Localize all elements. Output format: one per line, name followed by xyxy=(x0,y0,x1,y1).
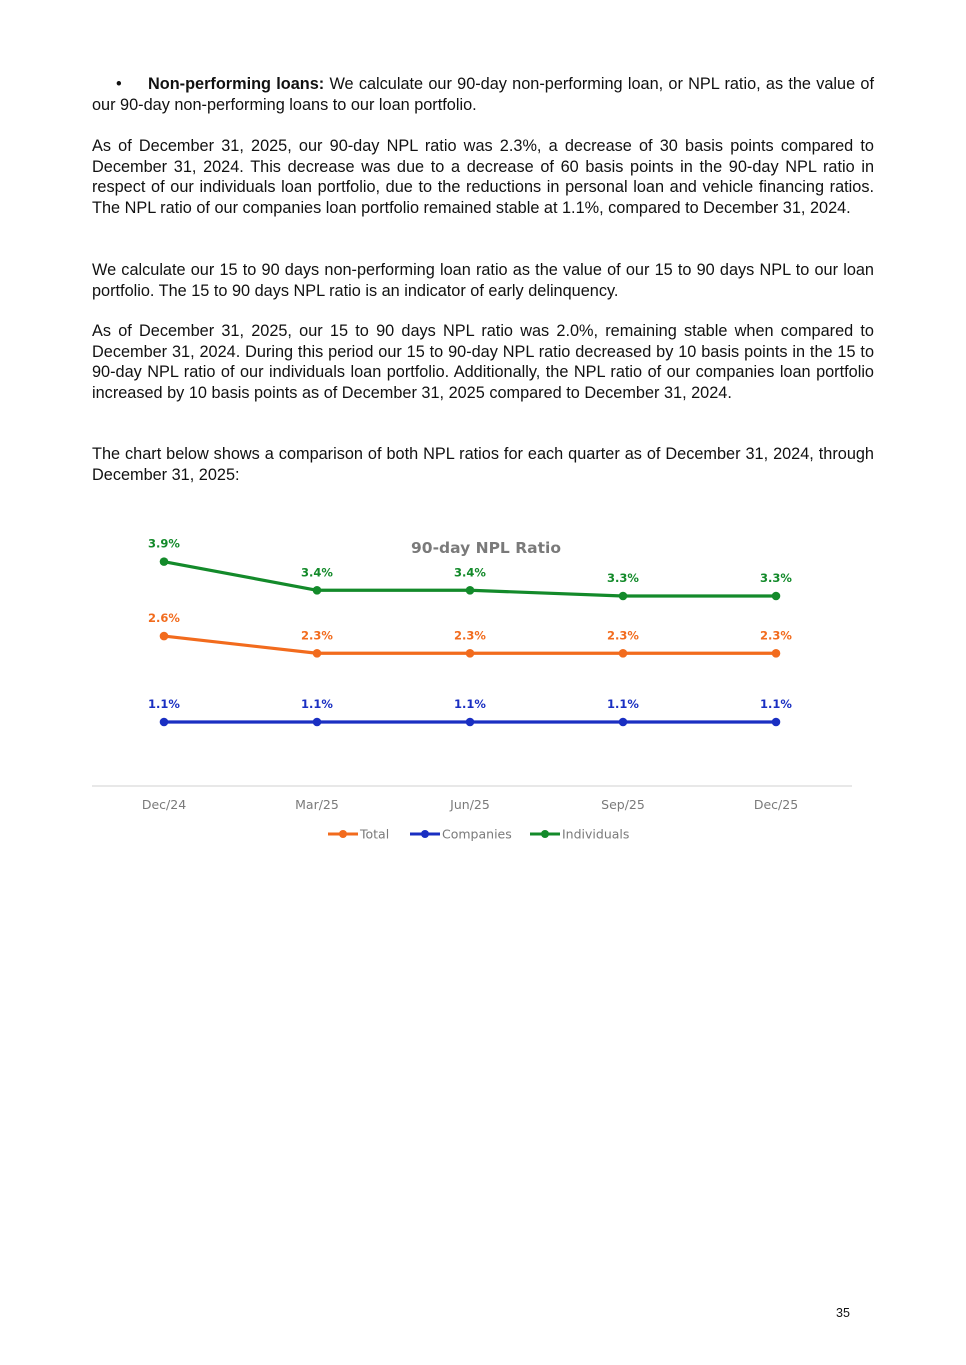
paragraph-npl-ratio: As of December 31, 2025, our 90-day NPL ratio was 2.3%, a decrease of 30 basis points compared to December 31, 2024. This decrease was due to a decrease of 60 basis points in the 90-day NPL ratio in respect of our individuals loan portfolio, due to the reductions in personal loan and vehicle financing ratios. The NPL ratio of our companies loan portfolio remained stable at 1.1%, compared to December 31, 2024. xyxy=(92,137,874,217)
data-label-individuals: 3.4% xyxy=(454,565,486,580)
data-point-individuals xyxy=(619,592,628,601)
bullet-text: We calculate our 90-day non-performing loan, or NPL ratio, as the value of our 90-day non-performing loans to our loan portfolio. xyxy=(92,75,874,114)
paragraph-15-90-ratio: As of December 31, 2025, our 15 to 90 days NPL ratio was 2.0%, remaining stable when compared to December 31, 2024. During this period our 15 to 90-day NPL ratio decreased by 10 basis points in the 15 to 90-day NPL ratio of our individuals loan portfolio. Additionally, the NPL ratio of our companies loan portfolio increased by 10 basis points as of December 31, 2025 compared to December 31, 2024. xyxy=(92,322,874,402)
data-point-total xyxy=(772,649,781,658)
paragraph-15-90-definition: We calculate our 15 to 90 days non-performing loan ratio as the value of our 15 to 90 days NPL to our loan portfolio. The 15 to 90 days NPL ratio is an indicator of early delinquency. xyxy=(92,261,874,300)
data-point-individuals xyxy=(313,586,322,595)
legend-marker-individuals xyxy=(541,830,549,838)
x-tick-labels xyxy=(142,797,798,812)
data-point-companies xyxy=(619,718,628,727)
data-point-total xyxy=(313,649,322,658)
x-tick-label: Dec/24 xyxy=(141,797,187,812)
page-number: 35 xyxy=(836,1306,850,1320)
data-label-total: 2.3% xyxy=(454,628,486,643)
data-point-companies xyxy=(160,718,169,727)
npl-line-chart xyxy=(80,525,870,855)
data-label-individuals: 3.3% xyxy=(760,571,792,585)
bullet-symbol: • xyxy=(116,75,122,93)
x-tick-label: Jun/25 xyxy=(450,797,490,812)
legend-label-total: Total xyxy=(360,826,390,842)
data-point-individuals xyxy=(466,586,475,595)
x-tick-label: Sep/25 xyxy=(601,797,645,812)
chart-title: 90-day NPL Ratio xyxy=(411,539,561,557)
data-label-companies: 1.1% xyxy=(454,697,486,711)
data-point-individuals xyxy=(772,592,781,601)
data-label-individuals: 3.4% xyxy=(301,565,333,580)
data-label-companies: 1.1% xyxy=(301,697,333,711)
data-label-companies: 1.1% xyxy=(760,697,792,711)
chart-legend xyxy=(328,827,629,842)
data-point-individuals xyxy=(160,557,169,566)
data-label-individuals: 3.9% xyxy=(148,536,180,551)
data-label-individuals: 3.3% xyxy=(607,571,639,585)
data-point-companies xyxy=(466,718,475,727)
data-point-companies xyxy=(772,718,781,727)
legend-label-companies: Companies xyxy=(442,826,512,842)
legend-marker-total xyxy=(339,830,347,838)
legend-marker-companies xyxy=(421,830,429,838)
data-point-companies xyxy=(313,718,322,727)
data-label-total: 2.3% xyxy=(760,628,792,643)
data-label-companies: 1.1% xyxy=(607,697,639,711)
data-label-companies: 1.1% xyxy=(148,697,180,711)
x-tick-label: Mar/25 xyxy=(295,797,339,812)
npl-bullet xyxy=(92,74,874,115)
data-point-total xyxy=(619,649,628,658)
data-point-total xyxy=(160,632,169,641)
data-label-total: 2.6% xyxy=(148,611,180,626)
data-label-total: 2.3% xyxy=(607,628,639,643)
paragraph-chart-intro: The chart below shows a comparison of both NPL ratios for each quarter as of December 31, 2024, through December 31, 2025: xyxy=(92,445,874,484)
bullet-title: Non-performing loans: xyxy=(148,75,325,93)
data-point-total xyxy=(466,649,475,658)
data-label-total: 2.3% xyxy=(301,628,333,643)
x-tick-label: Dec/25 xyxy=(753,797,799,812)
series-layer xyxy=(148,537,792,727)
legend-label-individuals: Individuals xyxy=(562,826,630,842)
